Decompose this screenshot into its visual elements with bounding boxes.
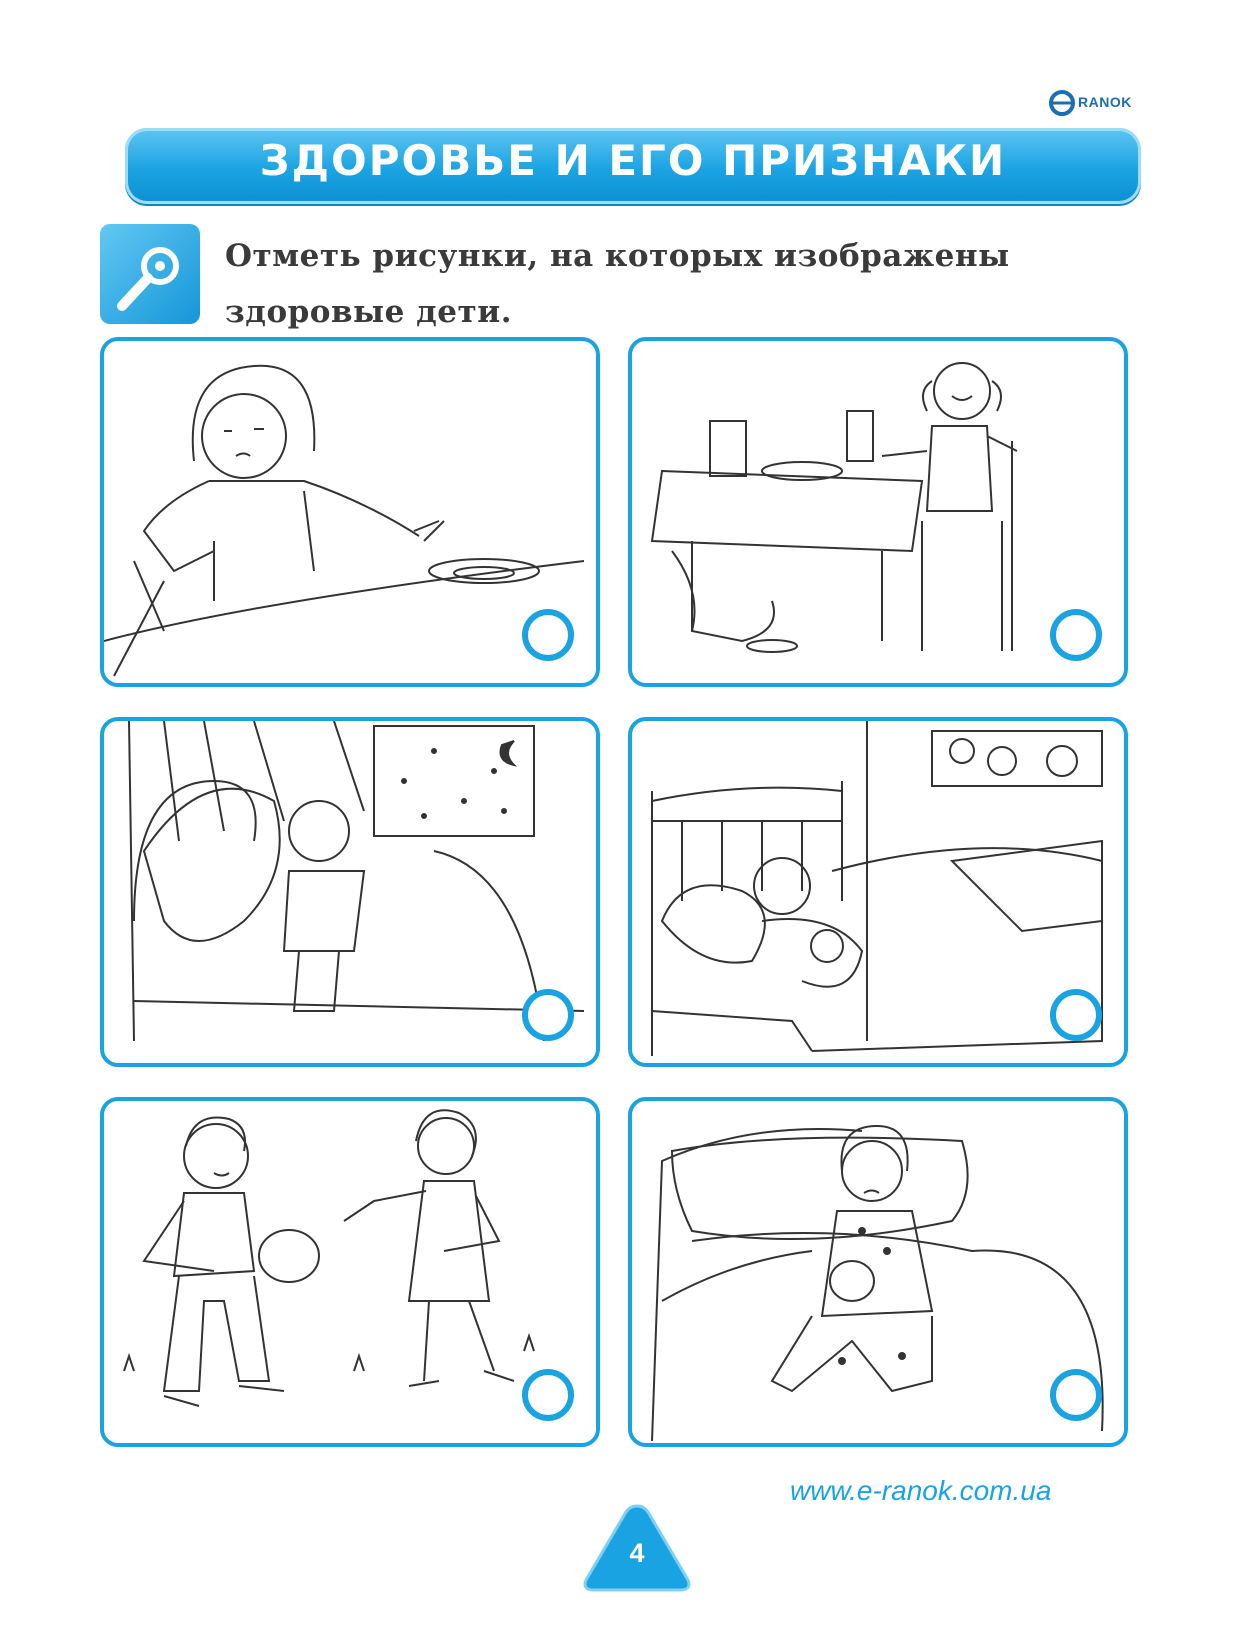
website-link[interactable]: www.e-ranok.com.ua <box>790 1475 1052 1506</box>
picture-sad-girl-in-bed <box>628 1097 1128 1447</box>
picture-girl-eating <box>628 337 1128 687</box>
logo-e-icon <box>1048 88 1078 118</box>
title-banner <box>125 128 1141 204</box>
picture-boy-refusing-soup <box>100 337 600 687</box>
publisher-logo <box>1048 88 1148 118</box>
answer-circle[interactable] <box>1050 1369 1102 1421</box>
logo-text: RANOK <box>1078 94 1132 110</box>
page-title: ЗДОРОВЬЕ И ЕГО ПРИЗНАКИ <box>259 136 1007 185</box>
magnifier-pencil-icon <box>100 224 200 324</box>
answer-circle[interactable] <box>1050 609 1102 661</box>
answer-circle[interactable] <box>522 609 574 661</box>
instruction-line-2: здоровые дети. <box>225 294 512 330</box>
picture-child-sleeping <box>628 717 1128 1067</box>
instruction-line-1: Отметь рисунки, на которых изображены <box>225 238 1010 274</box>
answer-circle[interactable] <box>1050 989 1102 1041</box>
picture-children-playing <box>100 1097 600 1447</box>
page-number: 4 <box>629 1538 645 1568</box>
picture-sad-boy-night <box>100 717 600 1067</box>
answer-circle[interactable] <box>522 1369 574 1421</box>
answer-circle[interactable] <box>522 989 574 1041</box>
task-instruction <box>225 228 1085 340</box>
